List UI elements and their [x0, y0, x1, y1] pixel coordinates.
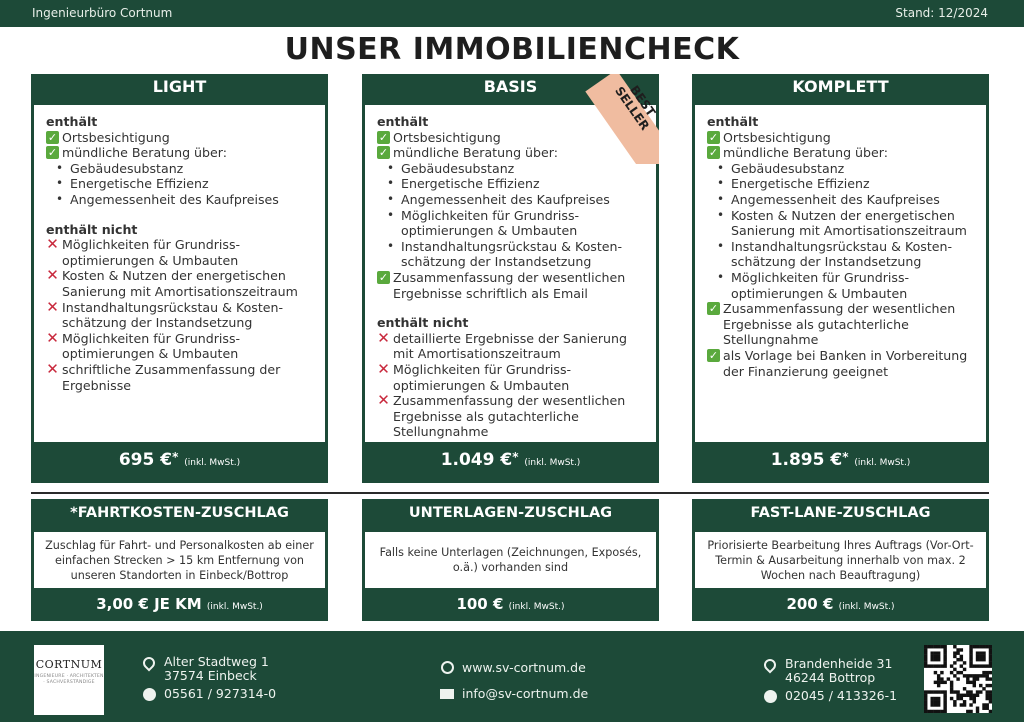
cross-icon: ✕: [46, 359, 59, 378]
surcharge-fast-lane: [692, 499, 989, 621]
bullet-item-text: Angemessenheit des Kaufpreises: [401, 191, 610, 207]
bullet-icon: •: [717, 191, 725, 206]
excluded-item-text: Möglichkeiten für Grundriss-optimierungen & Umbauten: [393, 361, 572, 393]
cross-icon: ✕: [46, 297, 59, 316]
package-price: 1.895 €* (inkl. MwSt.): [770, 450, 911, 470]
company-name: Ingenieurbüro Cortnum: [32, 6, 173, 20]
package-komplett: [692, 74, 989, 483]
footer: [0, 631, 1024, 722]
surcharge-text: Falls keine Unterlagen (Zeichnungen, Exposés, o.ä.) vorhanden sind: [365, 532, 656, 588]
bullet-item: [46, 176, 314, 192]
package-body: [695, 105, 986, 442]
bullet-item-text: Gebäudesubstanz: [401, 160, 515, 176]
bullet-item-text: Energetische Effizienz: [70, 176, 209, 192]
excluded-item-text: Möglichkeiten für Grundriss-optimierungen & Umbauten: [62, 237, 241, 268]
excluded-item: [377, 328, 645, 362]
cross-icon: ✕: [46, 235, 59, 254]
package-body: [34, 105, 325, 442]
bullet-item: [707, 270, 975, 301]
excludes-heading: enthält nicht: [46, 221, 138, 237]
cross-icon: ✕: [377, 391, 390, 410]
excluded-item: [46, 297, 314, 331]
bullet-icon: •: [56, 191, 64, 206]
package-price: 695 €* (inkl. MwSt.): [118, 450, 241, 470]
section-divider: [31, 492, 989, 494]
globe-icon: [440, 661, 454, 678]
included-item: [46, 145, 314, 161]
includes-heading: enthält: [707, 114, 759, 129]
bullet-icon: •: [717, 176, 725, 191]
package-basis: [362, 74, 659, 483]
excludes-heading: enthält nicht: [377, 315, 469, 331]
surcharge-title: FAST-LANE-ZUSCHLAG: [750, 505, 931, 521]
bullet-item: [377, 176, 645, 192]
includes-heading: enthält: [377, 114, 429, 129]
qr-code-icon[interactable]: [924, 645, 992, 713]
cross-icon: ✕: [377, 328, 390, 347]
cross-icon: ✕: [46, 266, 59, 285]
location-pin-icon: [763, 657, 777, 675]
bullet-item-text: Energetische Effizienz: [401, 176, 540, 192]
surcharge-title: *FAHRTKOSTEN-ZUSCHLAG: [70, 505, 289, 521]
check-icon: ✓: [378, 146, 389, 160]
bullet-item-text: Möglichkeiten für Grundriss-optimierungen & Umbauten: [401, 207, 580, 239]
bullet-item: [707, 208, 975, 239]
included-item-text: mündliche Beratung über:: [723, 145, 888, 161]
excluded-item: [377, 359, 645, 393]
envelope-icon: [440, 687, 454, 703]
excluded-item-text: Zusammenfassung der wesentlichen Ergebnisse als gutachterliche Stellungnahme: [393, 393, 626, 440]
check-icon: ✓: [708, 146, 719, 160]
company-logo: [34, 645, 104, 715]
surcharge-title: UNTERLAGEN-ZUSCHLAG: [408, 505, 613, 521]
bullet-icon: •: [717, 269, 725, 284]
bullet-item: [707, 239, 975, 270]
bullet-icon: •: [717, 238, 725, 253]
surcharge-travel: [31, 499, 328, 621]
cross-icon: ✕: [46, 328, 59, 347]
package-title: BASIS: [483, 77, 538, 96]
surcharge-text: Priorisierte Bearbeitung Ihres Auftrags (Vor-Ort-Termin & Ausarbeitung innerhalb von max. 2 Wochen nach Beauftragung): [695, 532, 986, 588]
included-item-text: Ortsbesichtigung: [62, 129, 170, 145]
bullet-item: [707, 176, 975, 192]
included-item-text: mündliche Beratung über:: [393, 145, 558, 161]
bullet-item-text: Instandhaltungsrückstau & Kosten-schätzung der Instandsetzung: [731, 238, 953, 270]
included-item: [707, 145, 975, 161]
included-item: [46, 130, 314, 146]
surcharge-price: 200 € (inkl. MwSt.): [786, 595, 895, 613]
address-bottrop: Brandenheide 31 46244 Bottrop: [763, 657, 892, 685]
bullet-icon: •: [717, 207, 725, 222]
package-price: 1.049 €* (inkl. MwSt.): [440, 450, 581, 470]
check-icon: ✓: [47, 130, 58, 144]
surcharge-price: 100 € (inkl. MwSt.): [456, 595, 565, 613]
bullet-item-text: Instandhaltungsrückstau & Kosten-schätzung der Instandsetzung: [401, 238, 623, 270]
check-icon: ✓: [378, 130, 389, 144]
bullet-item: [377, 239, 645, 270]
check-icon: ✓: [47, 146, 58, 160]
bullet-icon: •: [387, 207, 395, 222]
excluded-item: [46, 359, 314, 393]
includes-heading: enthält: [46, 114, 98, 129]
phone-icon: [763, 689, 777, 707]
excluded-item-text: detaillierte Ergebnisse der Sanierung mit Amortisationszeitraum: [393, 330, 628, 362]
phone-bottrop[interactable]: 02045 / 413326-1: [763, 689, 897, 707]
bullet-item-text: Angemessenheit des Kaufpreises: [70, 191, 279, 207]
package-light: [31, 74, 328, 483]
phone-icon: [142, 687, 156, 705]
logo-subtitle: INGENIEURE · ARCHITEKTEN · SACHVERSTÄNDIGE: [34, 674, 104, 685]
check-icon: ✓: [708, 302, 719, 316]
bullet-icon: •: [56, 176, 64, 191]
package-title: KOMPLETT: [792, 77, 889, 96]
included-item-text: Zusammenfassung der wesentlichen Ergebnisse als gutachterliche Stellungnahme: [723, 301, 956, 348]
stand-date: Stand: 12/2024: [895, 6, 988, 20]
bullet-icon: •: [387, 191, 395, 206]
included-item-text: mündliche Beratung über:: [62, 145, 227, 161]
bullet-item: [377, 208, 645, 239]
included-item: [707, 301, 975, 348]
included-item-text: Ortsbesichtigung: [393, 129, 501, 145]
excluded-item-text: Instandhaltungsrückstau & Kosten-schätzung der Instandsetzung: [62, 299, 284, 331]
bullet-icon: •: [387, 176, 395, 191]
excluded-item: [46, 237, 314, 268]
cross-icon: ✕: [377, 359, 390, 378]
bullet-item-text: Angemessenheit des Kaufpreises: [731, 191, 940, 207]
surcharge-price: 3,00 € JE KM (inkl. MwSt.): [96, 595, 263, 613]
excluded-item: [46, 268, 314, 299]
bullet-icon: •: [387, 160, 395, 175]
badge-text: BEST SELLER: [612, 82, 659, 133]
included-item-text: Zusammenfassung der wesentlichen Ergebnisse schriftlich als Email: [393, 269, 626, 301]
bullet-item: [46, 192, 314, 208]
bullet-item-text: Kosten & Nutzen der energetischen Sanierung mit Amortisationszeitraum: [731, 207, 967, 239]
surcharge-text: Zuschlag für Fahrt- und Personalkosten ab einer einfachen Strecken > 15 km Entfernung von unseren Standorten in Einbeck/Bottrop: [34, 532, 325, 588]
top-bar: [0, 0, 1024, 27]
location-pin-icon: [142, 655, 156, 673]
bullet-item-text: Energetische Effizienz: [731, 176, 870, 192]
included-item-text: als Vorlage bei Banken in Vorbereitung der Finanzierung geeignet: [723, 347, 968, 379]
bullet-item-text: Gebäudesubstanz: [70, 160, 184, 176]
website-link[interactable]: www.sv-cortnum.de: [440, 661, 586, 678]
excluded-item: [377, 393, 645, 440]
bullet-icon: •: [717, 160, 725, 175]
included-item: [377, 270, 645, 301]
package-title: LIGHT: [152, 77, 207, 96]
email-link[interactable]: info@sv-cortnum.de: [440, 687, 588, 703]
excluded-item-text: Kosten & Nutzen der energetischen Sanierung mit Amortisationszeitraum: [62, 268, 298, 299]
best-seller-badge: [569, 74, 659, 164]
bullet-icon: •: [387, 238, 395, 253]
excluded-item: [46, 328, 314, 362]
excluded-item-text: Möglichkeiten für Grundriss-optimierungen & Umbauten: [62, 330, 241, 362]
check-icon: ✓: [708, 130, 719, 144]
check-icon: ✓: [378, 270, 389, 284]
logo-name: CORTNUM: [35, 658, 103, 671]
check-icon: ✓: [708, 348, 719, 362]
bullet-item-text: Gebäudesubstanz: [731, 160, 845, 176]
bullet-item-text: Möglichkeiten für Grundriss-optimierungen & Umbauten: [731, 269, 910, 301]
bullet-icon: •: [56, 160, 64, 175]
page-title: UNSER IMMOBILIENCHECK: [284, 32, 740, 67]
excluded-item-text: schriftliche Zusammenfassung der Ergebnisse: [62, 361, 281, 393]
included-item-text: Ortsbesichtigung: [723, 129, 831, 145]
address-einbeck: Alter Stadtweg 1 37574 Einbeck: [142, 655, 269, 683]
bullet-item: [707, 161, 975, 177]
included-item: [707, 130, 975, 146]
phone-einbeck[interactable]: 05561 / 927314-0: [142, 687, 276, 705]
bullet-item: [707, 192, 975, 208]
included-item: [707, 348, 975, 379]
bullet-item: [377, 192, 645, 208]
surcharge-documents: [362, 499, 659, 621]
bullet-item: [46, 161, 314, 177]
